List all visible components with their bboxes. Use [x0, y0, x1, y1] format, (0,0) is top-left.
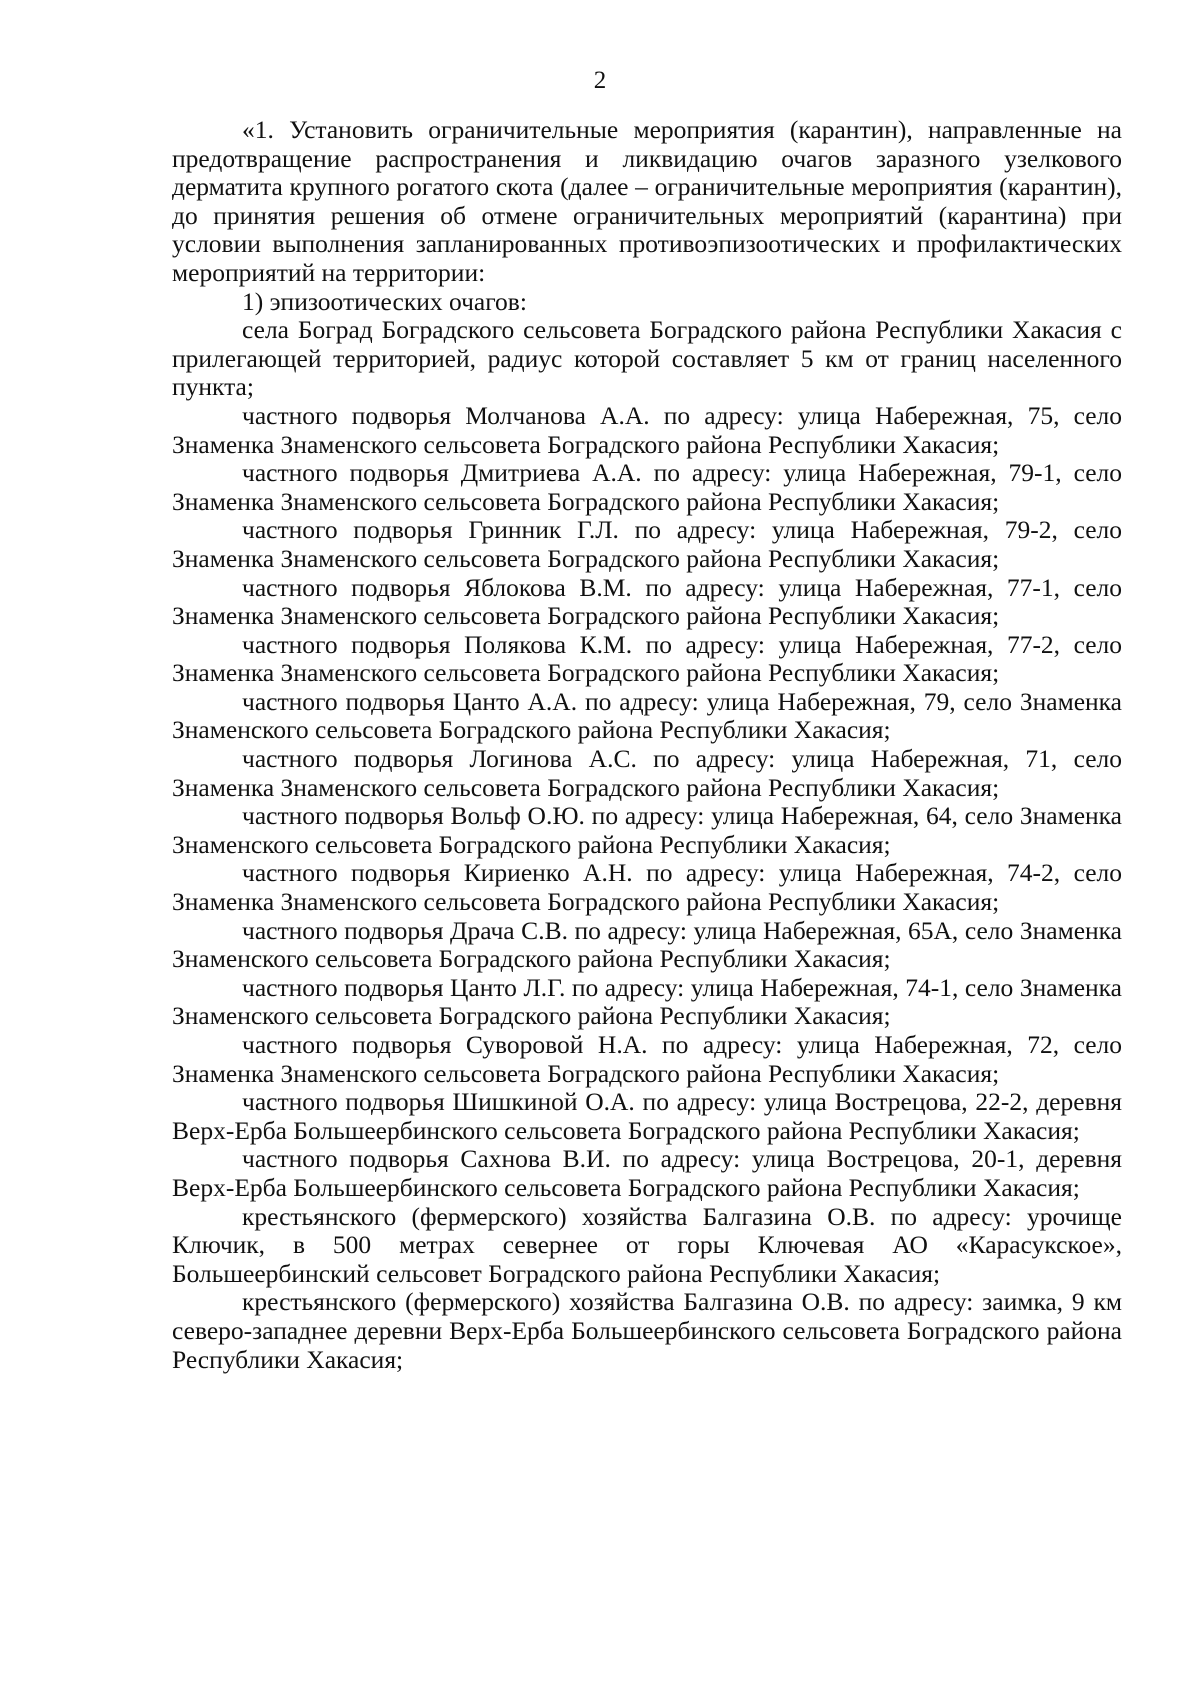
paragraph: крестьянского (фермерского) хозяйства Балгазина О.В. по адресу: урочище Ключик, в 500 метрах севернее от горы Ключевая АО «Карасукское», Большеербинский сельсовет Боградского района Республики Хакасия;	[172, 1201, 1122, 1288]
paragraph: частного подворья Шишкиной О.А. по адресу: улица Вострецова, 22-2, деревня Верх-Ерба Большеербинского сельсовета Боградского района Республики Хакасия;	[172, 1087, 1122, 1145]
paragraph: крестьянского (фермерского) хозяйства Балгазина О.В. по адресу: заимка, 9 км северо-западнее деревни Верх-Ерба Большеербинского сельсовета Боградского района Республики Хакасия;	[172, 1287, 1122, 1374]
paragraph: частного подворья Суворовой Н.А. по адресу: улица Набережная, 72, село Знаменка Знаменского сельсовета Боградского района Республики Хакасия;	[172, 1030, 1122, 1088]
page-number: 2	[593, 67, 607, 94]
paragraph: частного подворья Молчанова А.А. по адресу: улица Набережная, 75, село Знаменка Знаменского сельсовета Боградского района Республики Хакасия;	[172, 400, 1122, 459]
paragraph: частного подворья Вольф О.Ю. по адресу: улица Набережная, 64, село Знаменка Знаменского сельсовета Боградского района Республики Хакасия;	[172, 801, 1122, 859]
paragraph: частного подворья Цанто А.А. по адресу: улица Набережная, 79, село Знаменка Знаменского сельсовета Боградского района Республики Хакасия;	[172, 686, 1122, 745]
document-body	[172, 116, 1122, 1374]
paragraph: 1) эпизоотических очагов:	[242, 286, 527, 316]
paragraph: частного подворья Гринник Г.Л. по адресу: улица Набережная, 79-2, село Знаменка Знаменского сельсовета Боградского района Республики Хакасия;	[172, 515, 1122, 573]
paragraph: «1. Установить ограничительные мероприятия (карантин), направленные на предотвращение распространения и ликвидацию очагов заразного узелкового дерматита крупного рогатого скота (далее – ограничительные мероприятия (карантин), до принятия решения об отмене ограничительных мероприятий (карантина) при условии выполнения запланированных противоэпизоотических и профилактических мероприятий на территории:	[172, 115, 1122, 287]
paragraph: частного подворья Кириенко А.Н. по адресу: улица Набережная, 74-2, село Знаменка Знаменского сельсовета Боградского района Республики Хакасия;	[172, 858, 1122, 917]
paragraph: частного подворья Сахнова В.И. по адресу: улица Вострецова, 20-1, деревня Верх-Ерба Большеербинского сельсовета Боградского района Республики Хакасия;	[172, 1144, 1122, 1202]
paragraph: частного подворья Логинова А.С. по адресу: улица Набережная, 71, село Знаменка Знаменского сельсовета Боградского района Республики Хакасия;	[172, 744, 1122, 802]
paragraph: частного подворья Яблокова В.М. по адресу: улица Набережная, 77-1, село Знаменка Знаменского сельсовета Боградского района Республики Хакасия;	[172, 572, 1122, 631]
paragraph: частного подворья Полякова К.М. по адресу: улица Набережная, 77-2, село Знаменка Знаменского сельсовета Боградского района Республики Хакасия;	[172, 629, 1122, 688]
paragraph: частного подворья Дмитриева А.А. по адресу: улица Набережная, 79-1, село Знаменка Знаменского сельсовета Боградского района Республики Хакасия;	[172, 458, 1122, 516]
paragraph: частного подворья Цанто Л.Г. по адресу: улица Набережная, 74-1, село Знаменка Знаменского сельсовета Боградского района Республики Хакасия;	[172, 972, 1122, 1031]
paragraph: села Боград Боградского сельсовета Боградского района Республики Хакасия с прилегающей территорией, радиус которой составляет 5 км от границ населенного пункта;	[172, 315, 1122, 402]
paragraph: частного подворья Драча С.В. по адресу: улица Набережная, 65А, село Знаменка Знаменского сельсовета Боградского района Республики Хакасия;	[172, 915, 1122, 974]
